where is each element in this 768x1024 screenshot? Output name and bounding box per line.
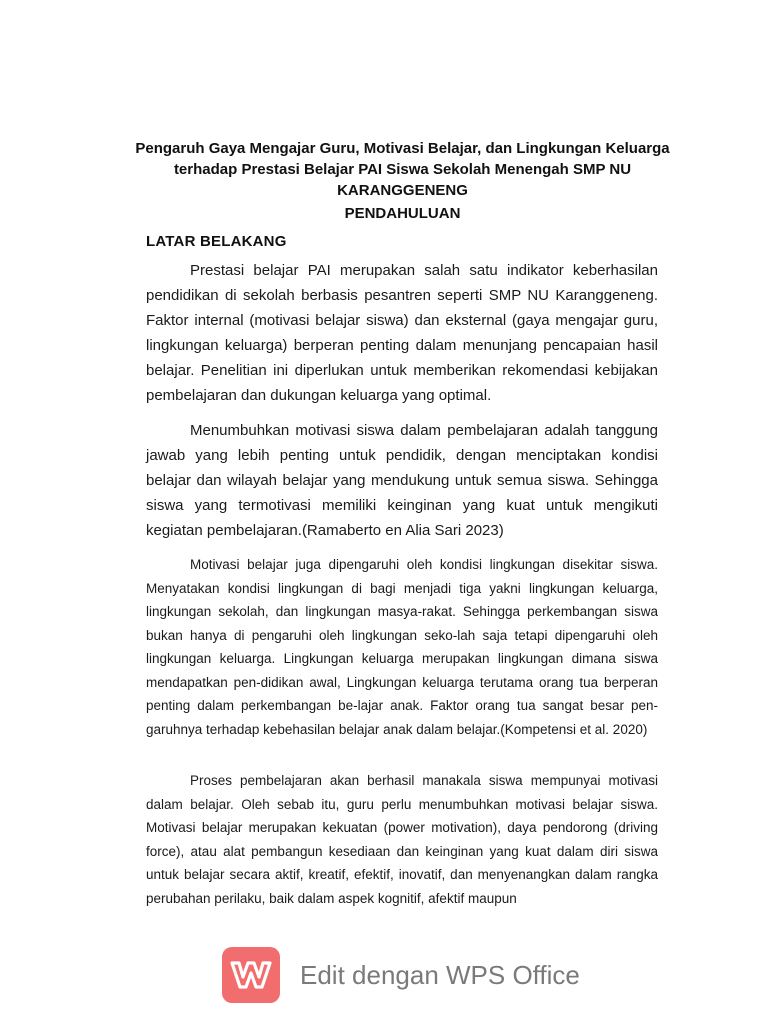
paragraph-2	[146, 418, 658, 543]
wps-edit-label[interactable]: Edit dengan WPS Office	[300, 959, 580, 990]
wps-logo-icon[interactable]	[222, 947, 280, 1003]
paragraph-2-text: Menumbuhkan motivasi siswa dalam pembelajaran adalah tanggung jawab yang lebih penting untuk pendidik, dengan menciptakan kondisi belajar dan wilayah belajar yang mendukung untuk semua siswa. Sehingga siswa yang termotivasi memiliki keinginan yang kuat untuk mengikuti kegiatan pembelajaran.(Ramaberto en Alia Sari 2023)	[146, 422, 658, 539]
document-title: Pengaruh Gaya Mengajar Guru, Motivasi Belajar, dan Lingkungan Keluarga terhadap Prestasi Belajar PAI Siswa Sekolah Menengah SMP NU KARANGGENENG	[135, 140, 670, 199]
wps-logo-glyph	[229, 958, 273, 992]
wps-edit-banner[interactable]	[222, 946, 580, 1004]
paragraph-3	[146, 553, 658, 741]
paragraph-3-text: Motivasi belajar juga dipengaruhi oleh kondisi lingkungan disekitar siswa. Menyatakan kondisi lingkungan di bagi menjadi tiga yakni lingkungan keluarga, lingkungan sekolah, dan lingkungan masya-rakat. Sehingga perkembangan siswa bukan hanya di pengaruhi oleh lingkungan seko-lah saja tetapi dipengaruhi oleh lingkungan keluarga. Lingkungan keluarga merupakan lingkungan dimana siswa mendapatkan pen-didikan awal, Lingkungan keluarga terutama orang tua berperan penting dalam perkembangan be-lajar anak. Faktor orang tua sangat besar pen-garuhnya terhadap kebehasilan belajar anak dalam belajar.(Kompetensi et al. 2020)	[146, 557, 658, 737]
paragraph-4	[146, 769, 658, 910]
paragraph-1	[146, 258, 658, 408]
section-heading: PENDAHULUAN	[344, 205, 461, 222]
paragraph-1-text: Prestasi belajar PAI merupakan salah satu indikator keberhasilan pendidikan di sekolah berbasis pesantren seperti SMP NU Karanggeneng. Faktor internal (motivasi belajar siswa) dan eksternal (gaya mengajar guru, lingkungan keluarga) berperan penting dalam menunjang pencapaian hasil belajar. Penelitian ini diperlukan untuk memberikan rekomendasi kebijakan pembelajaran dan dukungan keluarga yang optimal.	[146, 262, 658, 404]
subsection-heading: LATAR BELAKANG	[146, 233, 287, 250]
paragraph-4-text: Proses pembelajaran akan berhasil manakala siswa mempunyai motivasi dalam belajar. Oleh sebab itu, guru perlu menumbuhkan motivasi belajar siswa. Motivasi belajar merupakan kekuatan (power motivation), daya pendorong (driving force), atau alat pembangun kesediaan dan keinginan yang kuat dalam diri siswa untuk belajar secara aktif, kreatif, efektif, inovatif, dan menyenangkan dalam rangka perubahan perilaku, baik dalam aspek kognitif, afektif maupun	[146, 773, 658, 906]
